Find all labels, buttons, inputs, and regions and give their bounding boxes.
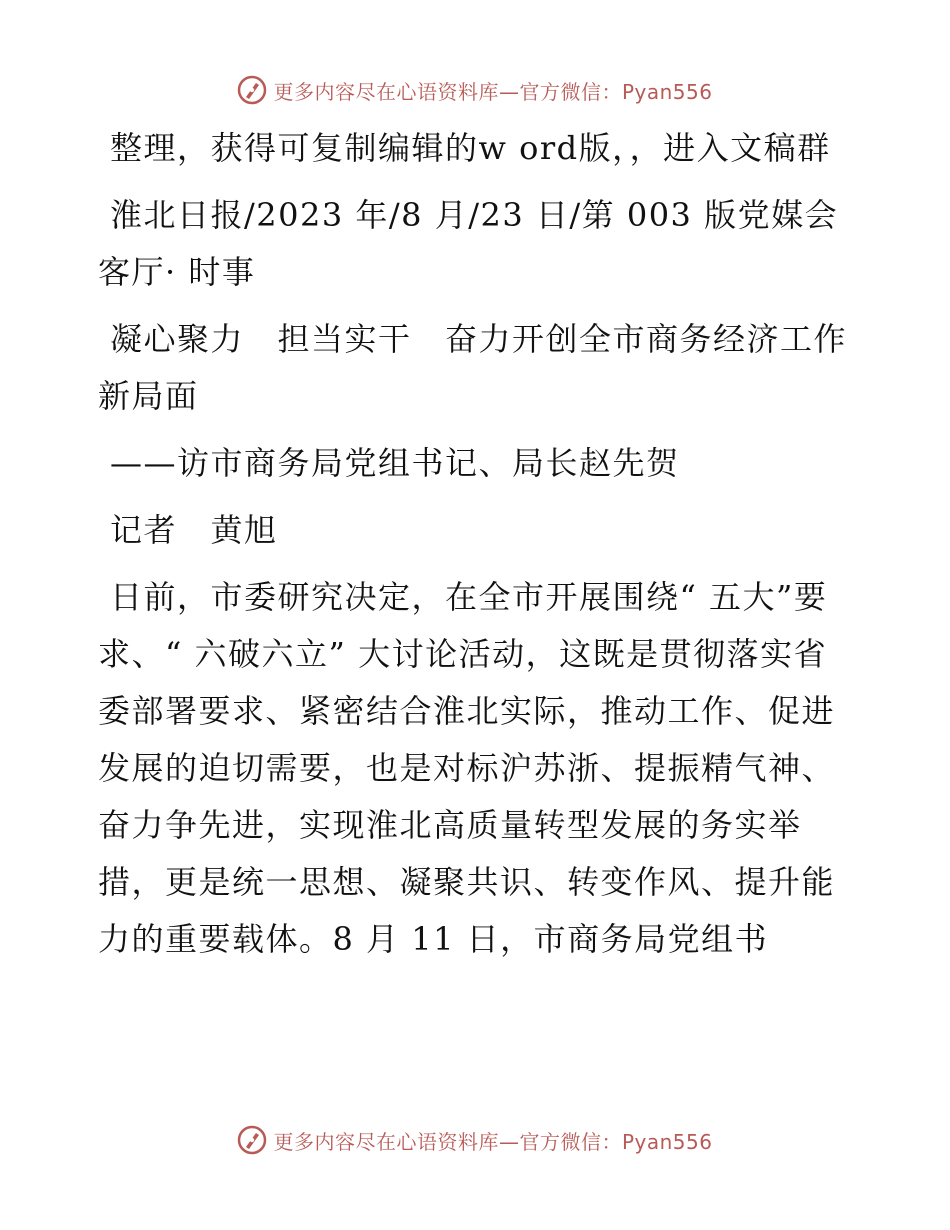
source-line: 淮北日报/2023 年/8 月/23 日/第 003 版党媒会客厅· 时事	[98, 196, 839, 291]
article-subtitle: ——访市商务局党组书记、局长赵先贺	[110, 444, 680, 482]
document-body	[98, 120, 850, 968]
author-line: 记者 黄旭	[110, 511, 278, 549]
article-title: 凝心聚力 担当实干 奋力开创全市商务经济工作新局面	[98, 320, 848, 415]
watermark-text: 更多内容尽在心语资料库—官方微信：Pyan556	[273, 1129, 713, 1154]
watermark-header	[0, 70, 950, 110]
body-paragraph: 日前，市委研究决定，在全市开展围绕“ 五大”要求、“ 六破六立” 大讨论活动，这既是贯彻落实省委部署要求、紧密结合淮北实际，推动工作、促进发展的迫切需要，也是对标沪苏浙、提振精气神、奋力争先进，实现淮北高质量转型发展的务实举措，更是统一思想、凝聚共识、转变作风、提升能力的重要载体。8 月 11 日，市商务局党组书	[98, 578, 836, 958]
pen-logo-icon	[237, 75, 267, 105]
intro-paragraph: 整理，获得可复制编辑的w ord版，，进入文稿群	[110, 129, 831, 167]
watermark-text: 更多内容尽在心语资料库—官方微信：Pyan556	[273, 79, 713, 104]
watermark-footer	[0, 1120, 950, 1160]
pen-logo-icon	[237, 1125, 267, 1155]
